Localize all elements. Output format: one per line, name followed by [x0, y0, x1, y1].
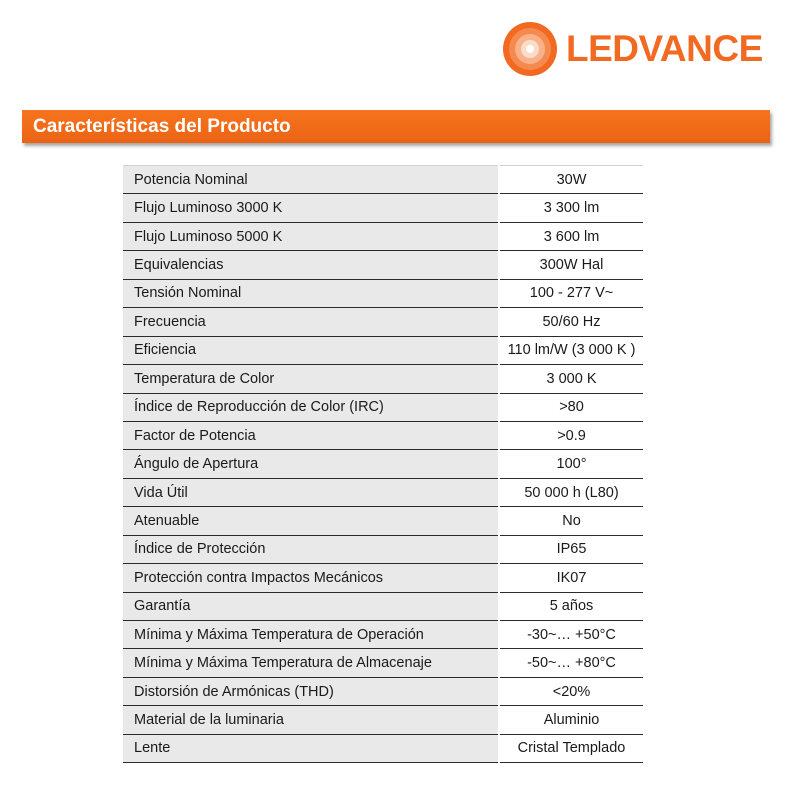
spec-label: Ángulo de Apertura	[123, 450, 499, 478]
table-row	[123, 336, 643, 364]
spec-label: Garantía	[123, 592, 499, 620]
spec-value: >80	[499, 393, 643, 421]
spec-label: Distorsión de Armónicas (THD)	[123, 677, 499, 705]
spec-label: Frecuencia	[123, 308, 499, 336]
table-row	[123, 279, 643, 307]
spec-value: 3 300 lm	[499, 194, 643, 222]
spec-value: 50 000 h (L80)	[499, 478, 643, 506]
spec-value: IK07	[499, 564, 643, 592]
spec-value: 100 - 277 V~	[499, 279, 643, 307]
table-row	[123, 421, 643, 449]
section-banner	[22, 110, 770, 143]
spec-value: 100°	[499, 450, 643, 478]
spec-label: Mínima y Máxima Temperatura de Operación	[123, 621, 499, 649]
spec-label: Lente	[123, 734, 499, 762]
table-row	[123, 166, 643, 194]
table-row	[123, 222, 643, 250]
spec-value: 50/60 Hz	[499, 308, 643, 336]
table-row	[123, 621, 643, 649]
spec-value: 30W	[499, 166, 643, 194]
spec-table	[123, 165, 643, 763]
brand-name: LEDVANCE	[566, 28, 763, 69]
table-row	[123, 393, 643, 421]
spec-label: Índice de Reproducción de Color (IRC)	[123, 393, 499, 421]
table-row	[123, 365, 643, 393]
table-row	[123, 450, 643, 478]
ledvance-logo-icon	[503, 22, 557, 76]
spec-label: Material de la luminaria	[123, 706, 499, 734]
table-row	[123, 592, 643, 620]
table-row	[123, 564, 643, 592]
spec-label: Tensión Nominal	[123, 279, 499, 307]
spec-label: Factor de Potencia	[123, 421, 499, 449]
table-row	[123, 478, 643, 506]
spec-value: 3 600 lm	[499, 222, 643, 250]
spec-value: 300W Hal	[499, 251, 643, 279]
section-title: Características del Producto	[33, 116, 291, 137]
table-row	[123, 251, 643, 279]
spec-value: 3 000 K	[499, 365, 643, 393]
table-row	[123, 677, 643, 705]
spec-value: -50~… +80°C	[499, 649, 643, 677]
spec-value: 110 lm/W (3 000 K )	[499, 336, 643, 364]
spec-label: Protección contra Impactos Mecánicos	[123, 564, 499, 592]
spec-label: Eficiencia	[123, 336, 499, 364]
spec-value: <20%	[499, 677, 643, 705]
spec-label: Flujo Luminoso 5000 K	[123, 222, 499, 250]
spec-label: Atenuable	[123, 507, 499, 535]
table-row	[123, 507, 643, 535]
spec-value: >0.9	[499, 421, 643, 449]
table-row	[123, 706, 643, 734]
spec-label: Equivalencias	[123, 251, 499, 279]
spec-label: Vida Útil	[123, 478, 499, 506]
spec-value: 5 años	[499, 592, 643, 620]
spec-label: Mínima y Máxima Temperatura de Almacenaje	[123, 649, 499, 677]
spec-label: Temperatura de Color	[123, 365, 499, 393]
spec-value: Cristal Templado	[499, 734, 643, 762]
spec-label: Potencia Nominal	[123, 166, 499, 194]
brand-logo	[503, 22, 763, 76]
spec-label: Índice de Protección	[123, 535, 499, 563]
table-row	[123, 308, 643, 336]
table-row	[123, 734, 643, 762]
table-row	[123, 649, 643, 677]
spec-value: Aluminio	[499, 706, 643, 734]
spec-value: IP65	[499, 535, 643, 563]
spec-value: -30~… +50°C	[499, 621, 643, 649]
spec-label: Flujo Luminoso 3000 K	[123, 194, 499, 222]
table-row	[123, 194, 643, 222]
spec-value: No	[499, 507, 643, 535]
table-row	[123, 535, 643, 563]
